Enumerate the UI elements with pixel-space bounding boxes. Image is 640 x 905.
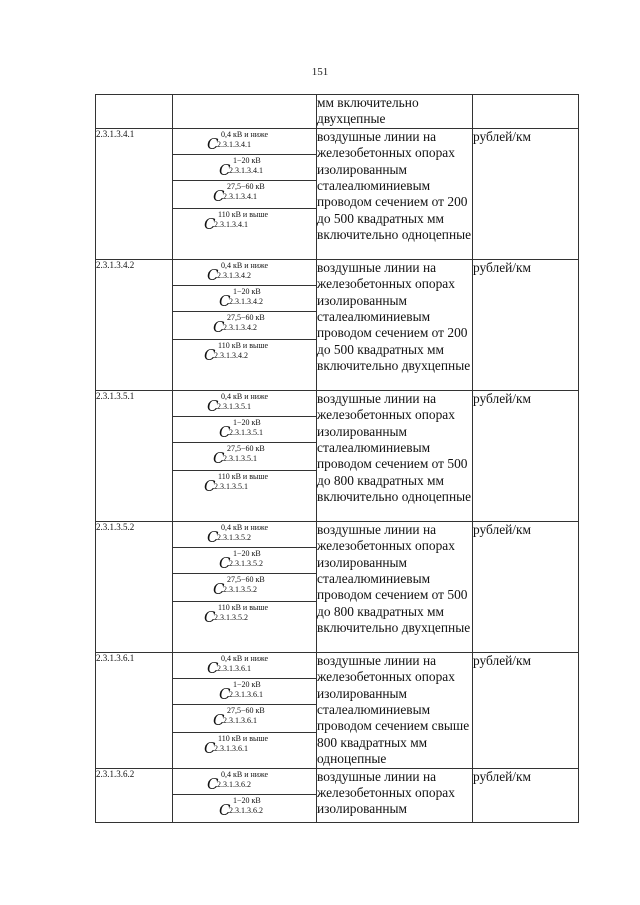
description-cell: воздушные линии на железобетонных опорах изолированным сталеалюминиевым проводом сечением свыше 800 квадратных мм одноцепные <box>317 652 473 768</box>
description-cell: воздушные линии на железобетонных опорах изолированным сталеалюминиевым проводом сечением от 500 до 800 квадратных мм включительно двухцепные <box>317 521 473 652</box>
formula-subcell <box>173 795 316 822</box>
code-cell: 2.3.1.3.5.1 <box>96 390 173 521</box>
formula-code-subscript: 2.3.1.3.4.2 <box>217 270 251 280</box>
formula-symbol: C <box>207 134 219 153</box>
formula-cell <box>173 768 317 822</box>
formula-voltage-superscript: 27,5−60 кВ <box>227 312 265 322</box>
formula-cell <box>173 259 317 390</box>
formula-voltage-superscript: 0,4 кВ и ниже <box>221 653 269 663</box>
formula-code-subscript: 2.3.1.3.6.1 <box>223 715 257 725</box>
formula-voltage-superscript: 110 кВ и выше <box>218 471 269 481</box>
formula-list <box>173 391 316 521</box>
description-cell: воздушные линии на железобетонных опорах изолированным сталеалюминиевым проводом сечением от 200 до 500 квадратных мм включительно одноцепные <box>317 128 473 259</box>
formula-subcell <box>173 679 316 705</box>
formula-subcell <box>173 522 316 548</box>
formula-list <box>173 260 316 390</box>
formula-voltage-superscript: 27,5−60 кВ <box>227 705 265 715</box>
formula-symbol: C <box>213 317 225 336</box>
formula-symbol: C <box>207 527 219 546</box>
table-row <box>96 521 579 652</box>
formula-list <box>173 129 316 259</box>
formula-subcell <box>173 548 316 574</box>
formula-code-subscript: 2.3.1.3.5.2 <box>229 558 263 568</box>
tariff-table <box>95 94 579 823</box>
formula-code-subscript: 2.3.1.3.6.1 <box>229 689 263 699</box>
formula-code-subscript: 2.3.1.3.6.2 <box>217 779 251 789</box>
description-cell: воздушные линии на железобетонных опорах изолированным сталеалюминиевым проводом сечением от 200 до 500 квадратных мм включительно двухцепные <box>317 259 473 390</box>
formula-voltage-superscript: 1−20 кВ <box>233 286 261 296</box>
formula-code-subscript: 2.3.1.3.6.1 <box>217 663 251 673</box>
formula-symbol: C <box>213 186 225 205</box>
formula-subcell <box>173 286 316 312</box>
formula-code-subscript: 2.3.1.3.6.1 <box>214 743 248 753</box>
unit-cell: рублей/км <box>473 390 579 521</box>
description-cell: воздушные линии на железобетонных опорах изолированным <box>317 768 473 822</box>
formula-voltage-superscript: 0,4 кВ и ниже <box>221 260 269 270</box>
formula-symbol: C <box>207 396 219 415</box>
formula-voltage-superscript: 1−20 кВ <box>233 795 261 805</box>
formula-symbol: C <box>213 579 225 598</box>
formula-cell <box>173 521 317 652</box>
formula-code-subscript: 2.3.1.3.4.2 <box>223 322 257 332</box>
formula-subcell <box>173 391 316 417</box>
table-row <box>96 390 579 521</box>
table-row <box>96 652 579 768</box>
formula-subcell <box>173 769 316 795</box>
formula-symbol: C <box>204 345 216 364</box>
formula-symbol: C <box>204 738 216 757</box>
unit-cell: рублей/км <box>473 259 579 390</box>
formula-voltage-superscript: 0,4 кВ и ниже <box>221 522 269 532</box>
formula-subcell <box>173 181 316 209</box>
formula-cell <box>173 95 317 129</box>
formula-code-subscript: 2.3.1.3.4.1 <box>229 165 263 175</box>
code-cell: 2.3.1.3.6.1 <box>96 652 173 768</box>
formula-symbol: C <box>204 476 216 495</box>
formula-code-subscript: 2.3.1.3.4.1 <box>223 191 257 201</box>
formula-subcell <box>173 574 316 602</box>
formula-code-subscript: 2.3.1.3.4.1 <box>214 219 248 229</box>
formula-subcell <box>173 209 316 259</box>
formula-subcell <box>173 443 316 471</box>
code-cell: 2.3.1.3.5.2 <box>96 521 173 652</box>
formula-subcell <box>173 471 316 521</box>
formula-subcell <box>173 155 316 181</box>
formula-code-subscript: 2.3.1.3.4.2 <box>214 350 248 360</box>
formula-voltage-superscript: 0,4 кВ и ниже <box>221 129 269 139</box>
formula-subcell <box>173 602 316 652</box>
code-cell <box>96 95 173 129</box>
formula-symbol: C <box>213 448 225 467</box>
formula-subcell <box>173 260 316 286</box>
formula-voltage-superscript: 27,5−60 кВ <box>227 574 265 584</box>
formula-symbol: C <box>207 265 219 284</box>
formula-code-subscript: 2.3.1.3.5.2 <box>217 532 251 542</box>
table-row <box>96 768 579 822</box>
formula-voltage-superscript: 110 кВ и выше <box>218 733 269 743</box>
formula-symbol: C <box>219 160 231 179</box>
formula-subcell <box>173 733 316 764</box>
formula-symbol: C <box>219 422 231 441</box>
formula-symbol: C <box>219 291 231 310</box>
formula-symbol: C <box>207 774 219 793</box>
formula-list <box>173 769 316 822</box>
formula-symbol: C <box>219 553 231 572</box>
formula-code-subscript: 2.3.1.3.5.1 <box>214 481 248 491</box>
formula-list <box>173 653 316 764</box>
formula-voltage-superscript: 1−20 кВ <box>233 155 261 165</box>
formula-subcell <box>173 129 316 155</box>
formula-voltage-superscript: 1−20 кВ <box>233 548 261 558</box>
code-cell: 2.3.1.3.4.1 <box>96 128 173 259</box>
unit-cell: рублей/км <box>473 521 579 652</box>
formula-code-subscript: 2.3.1.3.5.2 <box>223 584 257 594</box>
formula-code-subscript: 2.3.1.3.5.1 <box>217 401 251 411</box>
formula-symbol: C <box>204 607 216 626</box>
table-row <box>96 128 579 259</box>
formula-subcell <box>173 312 316 340</box>
formula-voltage-superscript: 27,5−60 кВ <box>227 443 265 453</box>
formula-voltage-superscript: 1−20 кВ <box>233 679 261 689</box>
formula-voltage-superscript: 1−20 кВ <box>233 417 261 427</box>
unit-cell: рублей/км <box>473 652 579 768</box>
formula-voltage-superscript: 110 кВ и выше <box>218 340 269 350</box>
formula-code-subscript: 2.3.1.3.5.2 <box>214 612 248 622</box>
formula-subcell <box>173 705 316 733</box>
table-row-continuation <box>96 95 579 129</box>
formula-list <box>173 522 316 652</box>
formula-symbol: C <box>219 684 231 703</box>
description-cell: мм включительно двухцепные <box>317 95 473 129</box>
formula-symbol: C <box>213 710 225 729</box>
formula-code-subscript: 2.3.1.3.4.2 <box>229 296 263 306</box>
formula-subcell <box>173 417 316 443</box>
unit-cell: рублей/км <box>473 768 579 822</box>
tariff-table-body <box>96 95 579 823</box>
unit-cell <box>473 95 579 129</box>
formula-symbol: C <box>204 214 216 233</box>
formula-cell <box>173 128 317 259</box>
formula-subcell <box>173 340 316 390</box>
code-cell: 2.3.1.3.4.2 <box>96 259 173 390</box>
code-cell: 2.3.1.3.6.2 <box>96 768 173 822</box>
formula-voltage-superscript: 110 кВ и выше <box>218 209 269 219</box>
formula-symbol: C <box>219 800 231 819</box>
table-row <box>96 259 579 390</box>
unit-cell: рублей/км <box>473 128 579 259</box>
page-number: 151 <box>311 66 329 78</box>
formula-symbol: C <box>207 658 219 677</box>
formula-voltage-superscript: 110 кВ и выше <box>218 602 269 612</box>
formula-voltage-superscript: 0,4 кВ и ниже <box>221 391 269 401</box>
formula-cell <box>173 390 317 521</box>
formula-code-subscript: 2.3.1.3.6.2 <box>229 805 263 815</box>
description-cell: воздушные линии на железобетонных опорах изолированным сталеалюминиевым проводом сечением от 500 до 800 квадратных мм включительно одноцепные <box>317 390 473 521</box>
formula-code-subscript: 2.3.1.3.5.1 <box>223 453 257 463</box>
formula-voltage-superscript: 27,5−60 кВ <box>227 181 265 191</box>
formula-subcell <box>173 653 316 679</box>
formula-voltage-superscript: 0,4 кВ и ниже <box>221 769 269 779</box>
formula-cell <box>173 652 317 768</box>
formula-code-subscript: 2.3.1.3.4.1 <box>217 139 251 149</box>
formula-code-subscript: 2.3.1.3.5.1 <box>229 427 263 437</box>
